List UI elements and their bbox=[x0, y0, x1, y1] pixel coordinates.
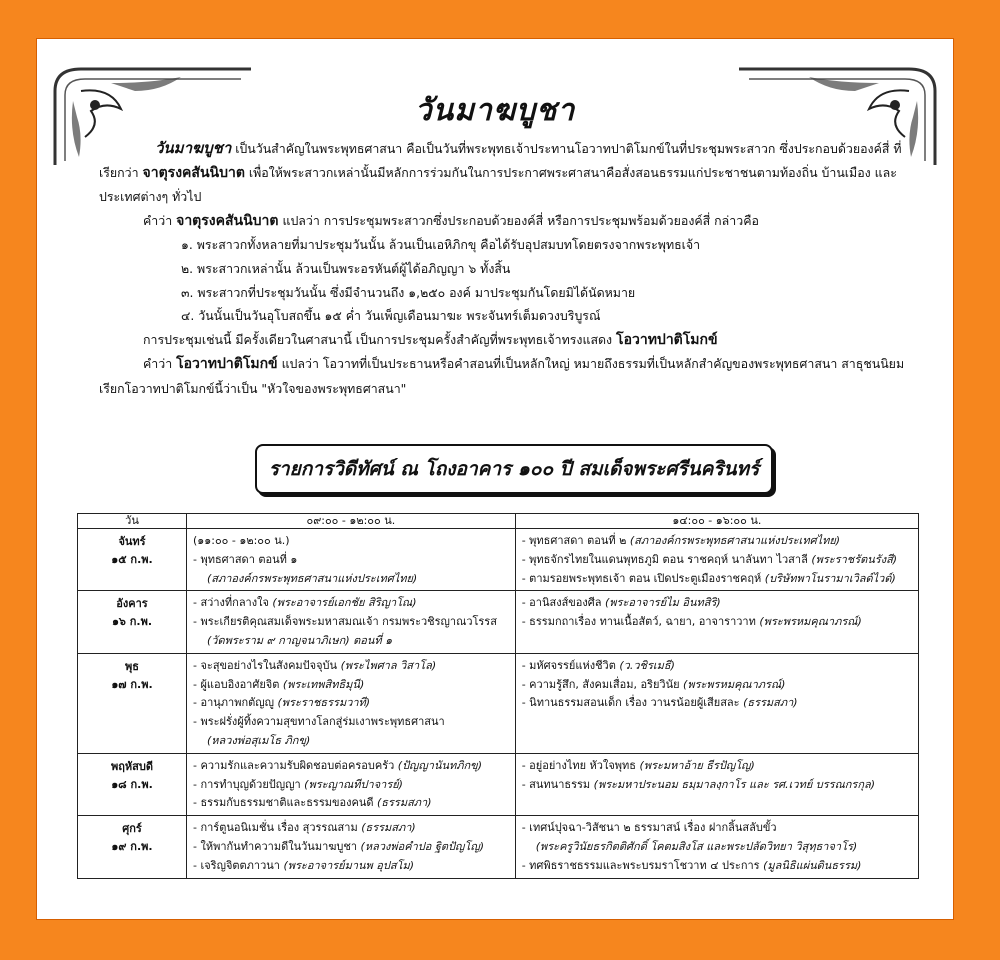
program-source: (วัดพระราม ๙ กาญจนาภิเษก) ตอนที่ ๑ bbox=[207, 633, 393, 647]
program-title: - ธรรมกถาเรื่อง ทานเนื้อสัตว์, ฉายา, อาจาราวาท bbox=[521, 615, 760, 629]
program-title: - ให้พากันทำความดีในวันมาฆบูชา bbox=[193, 839, 361, 853]
intro-paragraph-4 bbox=[99, 352, 919, 400]
afternoon-cell bbox=[515, 591, 918, 653]
program-line bbox=[193, 551, 511, 570]
day-cell bbox=[78, 529, 187, 591]
table-header-row bbox=[78, 514, 919, 529]
page-title: วันมาฆบูชา bbox=[414, 93, 576, 128]
program-line bbox=[193, 757, 511, 776]
day-name: อังคาร bbox=[116, 597, 148, 611]
program-line bbox=[193, 594, 511, 613]
program-title: - เทศน์ปุจฉา-วิสัชนา ๒ ธรรมาสน์ เรื่อง ฝากลิ้นสลับขั้ว bbox=[521, 821, 777, 835]
term-jaturongkha: จาตุรงคสันนิบาต bbox=[142, 164, 245, 181]
program-line bbox=[193, 657, 511, 676]
program-title: - จะสุขอย่างไรในสังคมปัจจุบัน bbox=[193, 658, 341, 672]
program-line bbox=[522, 694, 914, 713]
table-row bbox=[78, 529, 919, 591]
day-date: ๑๘ ก.พ. bbox=[111, 777, 153, 791]
document-frame bbox=[36, 38, 954, 920]
list-item: ๒. พระสาวกเหล่านั้น ล้วนเป็นพระอรหันต์ผู้ได้อภิญญา ๖ ทั้งสิ้น bbox=[181, 260, 511, 276]
program-line bbox=[522, 551, 914, 570]
program-source: (มูลนิธิแผ่นดินธรรม) bbox=[763, 858, 862, 872]
schedule-table bbox=[77, 513, 919, 879]
program-source: (พระราชธรรมวาที) bbox=[277, 696, 371, 710]
day-name: พุธ bbox=[125, 659, 139, 673]
program-title: - ผู้แอบอิงอาศัยจิต bbox=[193, 677, 283, 691]
program-title: - ตามรอยพระพุทธเจ้า ตอน เปิดประตูเมืองราชคฤห์ bbox=[521, 571, 765, 585]
program-line bbox=[522, 819, 914, 838]
program-source: (สภาองค์กรพระพุทธศาสนาแห่งประเทศไทย) bbox=[207, 571, 418, 585]
day-cell bbox=[78, 653, 187, 753]
day-cell bbox=[78, 753, 187, 815]
program-source: (สภาองค์กรพระพุทธศาสนาแห่งประเทศไทย) bbox=[629, 534, 841, 547]
program-source: (ธรรมสภา) bbox=[361, 821, 416, 835]
program-title: - อยู่อย่างไทย หัวใจพุทธ bbox=[521, 758, 640, 772]
program-title: - นิทานธรรมสอนเด็ก เรื่อง วานรน้อยผู้เสียสละ bbox=[521, 696, 744, 710]
four-factors-list bbox=[99, 233, 919, 327]
program-source: (พระอาจารย์ไม อินทสิริ) bbox=[605, 596, 721, 610]
program-line bbox=[522, 594, 914, 613]
program-line bbox=[193, 819, 511, 838]
program-source: (พระครูวินัยธรกิตติศักดิ์ โคตมสิงโส และพระปลัดวิทยา วิสุทฺธาจาโร) bbox=[535, 839, 858, 853]
program-title: - สนทนาธรรม bbox=[521, 777, 594, 791]
program-source: (ธรรมสภา) bbox=[743, 696, 798, 710]
day-date: ๑๕ ก.พ. bbox=[111, 553, 153, 566]
intro-p1-text-b: เพื่อให้พระสาวกเหล่านั้นมีหลักการร่วมกันในการประกาศพระศาสนาคือสั่งสอนธรรมแก่ประชาชนตามท้องถิ่น บ้านเมือง และประเทศต่างๆ ทั่วไป bbox=[99, 164, 897, 205]
intro-paragraph-2 bbox=[99, 209, 919, 234]
program-title: - พระฝรั่งผู้ทิ้งความสุขทางโลกสู่ร่มเงาพระพุทธศาสนา bbox=[193, 715, 445, 729]
list-item: ๔. วันนั้นเป็นวันอุโบสถขึ้น ๑๕ ค่ำ วันเพ็ญเดือนมาฆะ พระจันทร์เต็มดวงบริบูรณ์ bbox=[181, 308, 601, 324]
morning-cell bbox=[187, 529, 516, 591]
program-source: (พระมหาประนอม ธมฺมาลงฺกาโร และ รศ.เวทย์ บรรณกรกุล) bbox=[593, 777, 876, 791]
program-title: - เจริญจิตตภาวนา bbox=[193, 858, 284, 872]
day-name: พฤหัสบดี bbox=[110, 759, 153, 773]
day-date: ๑๖ ก.พ. bbox=[111, 615, 153, 629]
program-title: - พุทธศาสดา ตอนที่ ๑ bbox=[193, 552, 298, 566]
program-source: (พระพรหมคุณาภรณ์) bbox=[759, 615, 862, 629]
morning-cell bbox=[187, 753, 516, 815]
program-line bbox=[522, 776, 914, 795]
program-source: (พระมหาอ้าย ธีรปัญโญ) bbox=[639, 758, 755, 772]
intro-p4-text-a: คำว่า bbox=[143, 356, 177, 372]
program-source: (บริษัทพาโนรามาเวิลด์ไวด์) bbox=[764, 571, 896, 585]
morning-cell bbox=[187, 653, 516, 753]
program-line bbox=[193, 732, 511, 751]
program-source: (ว.วชิรเมธี) bbox=[619, 658, 675, 672]
intro-paragraph-1 bbox=[99, 137, 919, 209]
table-row bbox=[78, 653, 919, 753]
program-title: - พุทธศาสดา ตอนที่ ๒ bbox=[521, 534, 630, 547]
program-source: (ปัญญานันทภิกขุ) bbox=[397, 758, 482, 772]
program-title: - ความรู้สึก, สังคมเสื่อม, อริยวินัย bbox=[521, 677, 684, 691]
day-name: ศุกร์ bbox=[122, 822, 142, 836]
intro-p2-text-a: คำว่า bbox=[143, 212, 177, 228]
program-line bbox=[522, 676, 914, 695]
program-title: - ความรักและความรับผิดชอบต่อครอบครัว bbox=[193, 758, 398, 772]
list-item: ๑. พระสาวกทั้งหลายที่มาประชุมวันนั้น ล้วนเป็นเอหิภิกขุ คือได้รับอุปสมบทโดยตรงจากพระพุทธเจ้า bbox=[181, 237, 701, 253]
program-line bbox=[193, 676, 511, 695]
program-line bbox=[193, 632, 511, 651]
program-title: - การ์ตูนอนิเมชั่น เรื่อง สุวรรณสาม bbox=[193, 821, 362, 835]
program-source: (พระอาจารย์มานพ อุปสโม) bbox=[283, 858, 415, 872]
afternoon-cell bbox=[515, 816, 918, 878]
intro-p1-text-a: เป็นวันสำคัญในพระพุทธศาสนา คือเป็นวันที่พระพุทธเจ้าประทานโอวาทปาติโมกข์ในที่ประชุมพระสาวก ซึ่งประกอบด้วยองค์สี่ ที่เรียกว่า bbox=[99, 141, 902, 180]
intro-text bbox=[99, 137, 919, 401]
program-line bbox=[522, 838, 914, 857]
day-cell bbox=[78, 816, 187, 878]
morning-cell bbox=[187, 816, 516, 878]
schedule-body bbox=[78, 529, 919, 879]
term-makha-bucha: วันมาฆบูชา bbox=[155, 139, 232, 157]
intro-p3-text-a: การประชุมเช่นนี้ มีครั้งเดียวในศาสนานี้ เป็นการประชุมครั้งสำคัญที่พระพุทธเจ้าทรงแสดง bbox=[143, 331, 617, 347]
table-row bbox=[78, 753, 919, 815]
program-line bbox=[522, 532, 914, 551]
program-title: - การทำบุญด้วยปัญญา bbox=[193, 777, 305, 791]
program-source: (หลวงพ่อสุเมโธ ภิกขุ) bbox=[207, 733, 311, 747]
program-source: (พระอาจารย์เอกชัย สิริญาโณ) bbox=[272, 596, 417, 610]
program-line bbox=[193, 794, 511, 813]
program-title: - ทศพิธราชธรรมและพระบรมราโชวาท ๔ ประการ bbox=[521, 858, 764, 872]
program-title: - อานิสงส์ของศีล bbox=[521, 596, 606, 610]
list-item: ๓. พระสาวกที่ประชุมวันนั้น ซึ่งมีจำนวนถึง ๑,๒๕๐ องค์ มาประชุมกันโดยมิได้นัดหมาย bbox=[181, 284, 636, 300]
intro-p2-text-b: แปลว่า การประชุมพระสาวกซึ่งประกอบด้วยองค์สี่ หรือการประชุมพร้อมด้วยองค์สี่ กล่าวคือ bbox=[278, 212, 759, 228]
program-source: (พระไพศาล วิสาโล) bbox=[340, 658, 437, 672]
header-afternoon: ๑๔:๐๐ - ๑๖:๐๐ น. bbox=[515, 514, 918, 529]
program-line bbox=[193, 694, 511, 713]
program-source: (ธรรมสภา) bbox=[377, 796, 432, 810]
table-row bbox=[78, 816, 919, 878]
day-date: ๑๙ ก.พ. bbox=[111, 840, 153, 854]
day-cell bbox=[78, 591, 187, 653]
intro-paragraph-3 bbox=[99, 328, 919, 353]
intro-p4-text-b: แปลว่า โอวาทที่เป็นประธานหรือคำสอนที่เป็นหลักใหญ่ หมายถึงธรรมที่เป็นหลักสำคัญของพระพุทธศาสนา สาธุชนนิยมเรียกโอวาทปาติโมกข์นี้ว่าเป็น "หัวใจของพระพุทธศาสนา" bbox=[99, 356, 905, 396]
term-ovada-2: โอวาทปาติโมกข์ bbox=[176, 356, 278, 373]
program-line bbox=[193, 532, 511, 551]
program-line bbox=[522, 613, 914, 632]
program-line bbox=[193, 713, 511, 732]
program-line bbox=[193, 857, 511, 876]
afternoon-cell bbox=[515, 529, 918, 591]
day-name: จันทร์ bbox=[118, 535, 146, 548]
program-line bbox=[522, 657, 914, 676]
program-source: (พระญาณทีปาจารย์) bbox=[304, 777, 403, 791]
program-source: (พระราชรัตนรังสี) bbox=[811, 552, 898, 566]
program-title: - ธรรมกับธรรมชาติและธรรมของคนดี bbox=[193, 796, 377, 810]
program-title: (๑๑:๐๐ - ๑๒:๐๐ น.) bbox=[193, 534, 290, 547]
header-day: วัน bbox=[78, 514, 187, 529]
afternoon-cell bbox=[515, 653, 918, 753]
morning-cell bbox=[187, 591, 516, 653]
term-jaturongkha-2: จาตุรงคสันนิบาต bbox=[176, 212, 279, 229]
table-row bbox=[78, 591, 919, 653]
program-line bbox=[193, 613, 511, 632]
program-line bbox=[193, 570, 511, 589]
program-source: (พระพรหมคุณาภรณ์) bbox=[683, 677, 786, 691]
program-line bbox=[522, 570, 914, 589]
schedule-banner: รายการวิดีทัศน์ ณ โถงอาคาร ๑๐๐ ปี สมเด็จพระศรีนครินทร์ bbox=[255, 444, 773, 494]
program-title: - มหัศจรรย์แห่งชีวิต bbox=[521, 658, 620, 672]
program-source: (พระเทพสิทธิมุนี) bbox=[282, 677, 365, 691]
day-date: ๑๗ ก.พ. bbox=[111, 677, 153, 691]
program-title: - พระเกียรติคุณสมเด็จพระมหาสมณเจ้า กรมพระวชิรญาณวโรรส bbox=[193, 615, 497, 629]
header-morning: ๐๙:๐๐ - ๑๒:๐๐ น. bbox=[187, 514, 516, 529]
program-line bbox=[522, 857, 914, 876]
afternoon-cell bbox=[515, 753, 918, 815]
program-line bbox=[522, 757, 914, 776]
program-title: - พุทธจักรไทยในแดนพุทธภูมิ ตอน ราชคฤห์ นาลันทา ไวสาลี bbox=[521, 552, 812, 566]
program-line bbox=[193, 838, 511, 857]
program-source: (หลวงพ่อคำปอ ฐิตปัญโญ) bbox=[360, 839, 484, 853]
program-title: - สว่างที่กลางใจ bbox=[193, 596, 273, 610]
program-line bbox=[193, 776, 511, 795]
term-ovada: โอวาทปาติโมกข์ bbox=[616, 331, 718, 348]
program-title: - อานุภาพกตัญญู bbox=[193, 696, 278, 710]
